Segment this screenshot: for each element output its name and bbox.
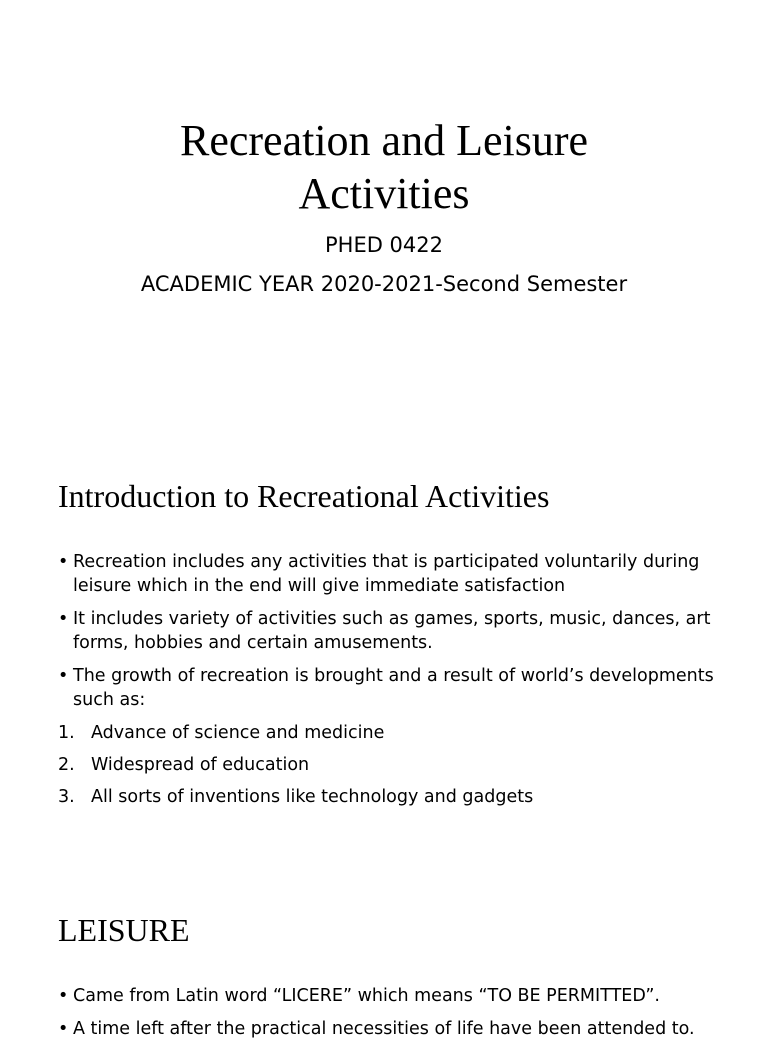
list-item (58, 984, 718, 1008)
leisure-heading: LEISURE (58, 912, 190, 948)
numbered-text: All sorts of inventions like technology and gadgets (91, 787, 534, 807)
list-item (58, 607, 718, 655)
intro-slide (0, 440, 768, 880)
presentation-title (0, 114, 768, 220)
bullet-text: A time left after the practical necessities of life have been attended to. (73, 1019, 695, 1039)
academic-year: ACADEMIC YEAR 2020-2021-Second Semester (140, 272, 628, 296)
list-item (58, 1017, 718, 1041)
numbered-item (58, 785, 718, 809)
intro-heading: Introduction to Recreational Activities (58, 478, 550, 514)
intro-content-list (58, 550, 718, 817)
list-item (58, 664, 718, 712)
bullet-icon: • (58, 1019, 69, 1039)
bullet-icon: • (58, 666, 69, 686)
course-code: PHED 0422 (324, 233, 443, 257)
bullet-text: Recreation includes any activities that is participated voluntarily during leisure which in the end will give immediate satisfaction (73, 552, 700, 596)
bullet-text: The growth of recreation is brought and a result of world’s developments such as: (73, 666, 714, 710)
number-marker: 2. (58, 755, 75, 775)
bullet-text: Came from Latin word “LICERE” which means “TO BE PERMITTED”. (73, 986, 660, 1006)
numbered-text: Advance of science and medicine (91, 723, 385, 743)
bullet-icon: • (58, 552, 69, 572)
numbered-text: Widespread of education (91, 755, 310, 775)
numbered-item (58, 721, 718, 745)
number-marker: 1. (58, 723, 75, 743)
list-item (58, 550, 718, 598)
bullet-text: It includes variety of activities such as games, sports, music, dances, art forms, hobbies and certain amusements. (73, 609, 711, 653)
title-line-1: Recreation and Leisure (179, 116, 589, 165)
title-line-2: Activities (298, 169, 470, 218)
leisure-slide (0, 880, 768, 1039)
leisure-content-list (58, 984, 718, 1050)
numbered-item (58, 753, 718, 777)
bullet-icon: • (58, 986, 69, 1006)
bullet-icon: • (58, 609, 69, 629)
number-marker: 3. (58, 787, 75, 807)
title-slide (0, 0, 768, 440)
